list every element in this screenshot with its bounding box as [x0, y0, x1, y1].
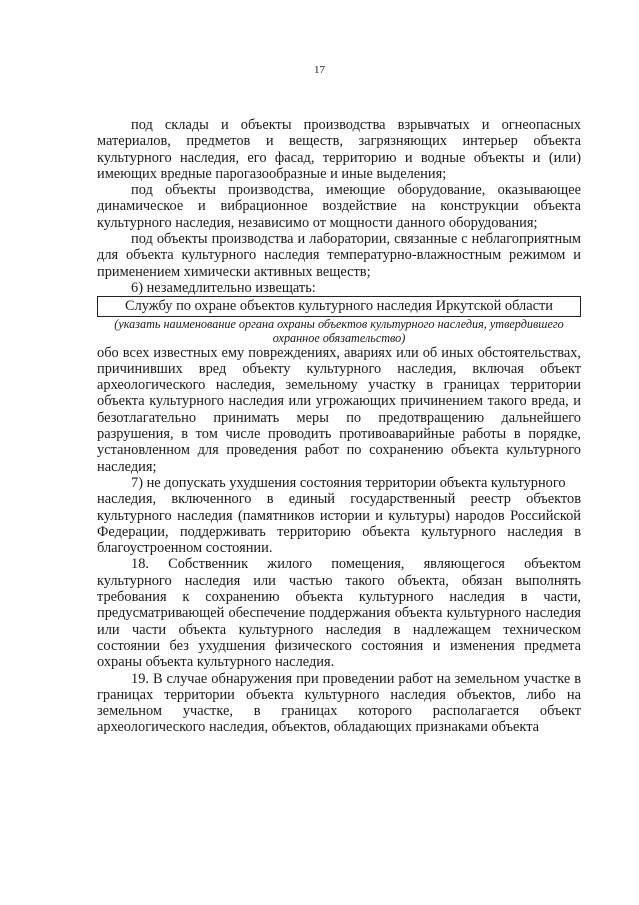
paragraph-warehouses: под склады и объекты производства взрывчатых и огнеопасных материалов, предметов и веществ, загрязняющих интерьер объекта культурного наследия, его фасад, территорию и водные объекты и (или) имеющих вредные парогазообразные и иные выделения;: [97, 117, 581, 182]
paragraph-damage-report: обо всех известных ему повреждениях, авариях или об иных обстоятельствах, причинивших вред объекту культурного наследия, включая объект археологического наследия, земельному участку в границах территории объекта культурного наследия или угрожающих причинением такого вреда, и безотлагательно принимать меры по предотвращению дальнейшего разрушения, в том числе проводить противоаварийные работы в порядке, установленном для проведения работ по сохранению объекта культурного наследия;: [97, 344, 581, 475]
paragraph-laboratories: под объекты производства и лаборатории, связанные с неблагоприятным для объекта культурного наследия температурно-влажностным режимом и применением химически активных веществ;: [97, 231, 581, 280]
page-number: 17: [314, 64, 325, 76]
paragraph-notify-item-6: 6) незамедлительно извещать:: [131, 279, 316, 296]
paragraph-production-equipment: под объекты производства, имеющие оборудование, оказывающее динамическое и вибрационное воздействие на конструкции объекта культурного наследия, независимо от мощности данного оборудования;: [97, 182, 581, 231]
paragraph-item-18: 18. Собственник жилого помещения, являющегося объектом культурного наследия или частью такого объекта, обязан выполнять требования к сохранению объекта культурного наследия в части, предусматривающей обеспечение поддержания объекта культурного наследия или части объекта культурного наследия в надлежащем техническом состоянии без ухудшения физического состояния и изменения предмета охраны объекта культурного наследия.: [97, 556, 581, 671]
authority-note: (указать наименование органа охраны объектов культурного наследия, утвердившего охранное обязательство): [114, 316, 564, 345]
document-body: [97, 117, 581, 736]
authority-name-box: Службу по охране объектов культурного наследия Иркутской области: [97, 296, 581, 316]
paragraph-item-19: 19. В случае обнаружения при проведении работ на земельном участке в границах территории объекта культурного наследия объектов, либо на земельном участке, в границах которого располагается объект археологического наследия, объектов, обладающих признаками объекта: [97, 670, 581, 736]
paragraph-item-7-continued: наследия, включенного в единый государственный реестр объектов культурного наследия (памятников истории и культуры) народов Российской Федерации, поддерживать территорию объекта культурного наследия в благоустроенном состоянии.: [97, 491, 581, 557]
paragraph-item-7: 7) не допускать ухудшения состояния территории объекта культурного: [131, 474, 566, 491]
